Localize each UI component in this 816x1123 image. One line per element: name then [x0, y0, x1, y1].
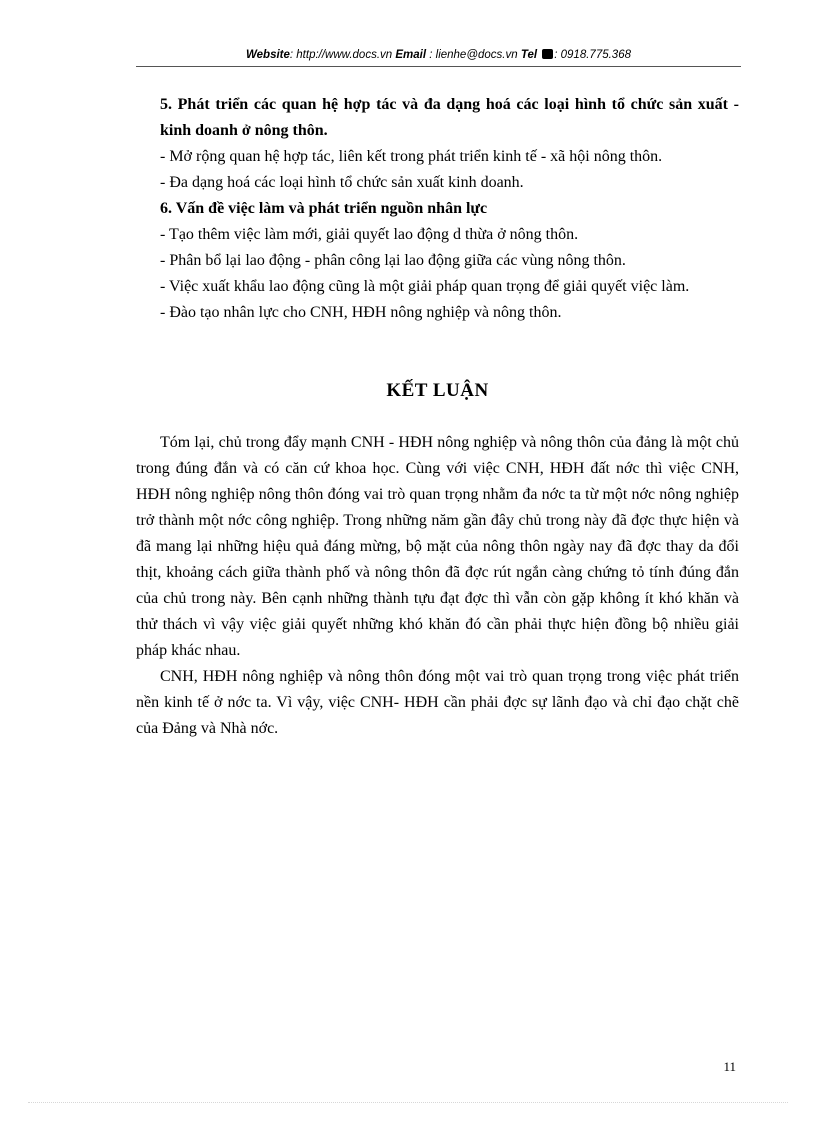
section-6-heading: 6. Vấn đề việc làm và phát triển nguồn nhân lực: [160, 200, 488, 217]
conclusion-title: KẾT LUẬN: [386, 380, 489, 401]
tel-label: Tel: [520, 49, 538, 61]
section-6-item: - Phân bổ lại lao động - phân công lại lao động giữa các vùng nông thôn.: [160, 252, 626, 269]
tel-value: : 0918.775.368: [554, 49, 631, 61]
document-body: [136, 92, 739, 742]
email-label: Email: [395, 49, 427, 61]
section-5-item: - Đa dạng hoá các loại hình tổ chức sản xuất kinh doanh.: [160, 174, 524, 191]
section-5-item: - Mở rộng quan hệ hợp tác, liên kết trong phát triển kinh tế - xã hội nông thôn.: [160, 148, 663, 165]
section-6-item: - Đào tạo nhân lực cho CNH, HĐH nông nghiệp và nông thôn.: [160, 304, 562, 321]
section-6-item: - Việc xuất khẩu lao động cũng là một giải pháp quan trọng để giải quyết việc làm.: [160, 278, 690, 295]
conclusion-paragraph: Tóm lại, chủ trong đẩy mạnh CNH - HĐH nông nghiệp và nông thôn của đảng là một chủ trong đúng đắn và có căn cứ khoa học. Cùng với việc CNH, HĐH đất nớc thì việc CNH, HĐH nông nghiệp nông thôn đóng vai trò quan trọng nhằm đa nớc ta từ một nớc nông nghiệp trở thành một nớc công nghiệp. Trong những năm gần đây chủ trong này đã đợc thực hiện và đã mang lại những hiệu quả đáng mừng, bộ mặt của nông thôn ngày nay đã đợc thay da đổi thịt, khoảng cách giữa thành phố và nông thôn đã đợc rút ngắn càng chứng tỏ tính đúng đắn của chủ trong này. Bên cạnh những thành tựu đạt đợc thì vẫn còn gặp không ít khó khăn và thử thách vì vậy việc giải quyết những khó khăn đó cần phải thực hiện đồng bộ nhiều giải pháp khác nhau.: [136, 434, 739, 659]
email-value: : lienhe@docs.vn: [429, 49, 518, 61]
website-value: : http://www.docs.vn: [289, 49, 393, 61]
conclusion-paragraph: CNH, HĐH nông nghiệp và nông thôn đóng một vai trò quan trọng trong việc phát triển nền kinh tế ở nớc ta. Vì vậy, việc CNH- HĐH cần phải đợc sự lãnh đạo và chỉ đạo chặt chẽ của Đảng và Nhà nớc.: [136, 668, 739, 737]
phone-icon: [542, 49, 553, 59]
page-bottom-border: [28, 1102, 788, 1103]
header-divider: [136, 66, 741, 67]
section-6-item: - Tạo thêm việc làm mới, giải quyết lao động d thừa ở nông thôn.: [160, 226, 579, 243]
page-number: 11: [723, 1059, 736, 1074]
website-label: Website: [246, 49, 290, 61]
section-5-heading: 5. Phát triển các quan hệ hợp tác và đa dạng hoá các loại hình tổ chức sản xuất - kinh doanh ở nông thôn.: [160, 96, 739, 139]
page-header: [136, 47, 741, 63]
